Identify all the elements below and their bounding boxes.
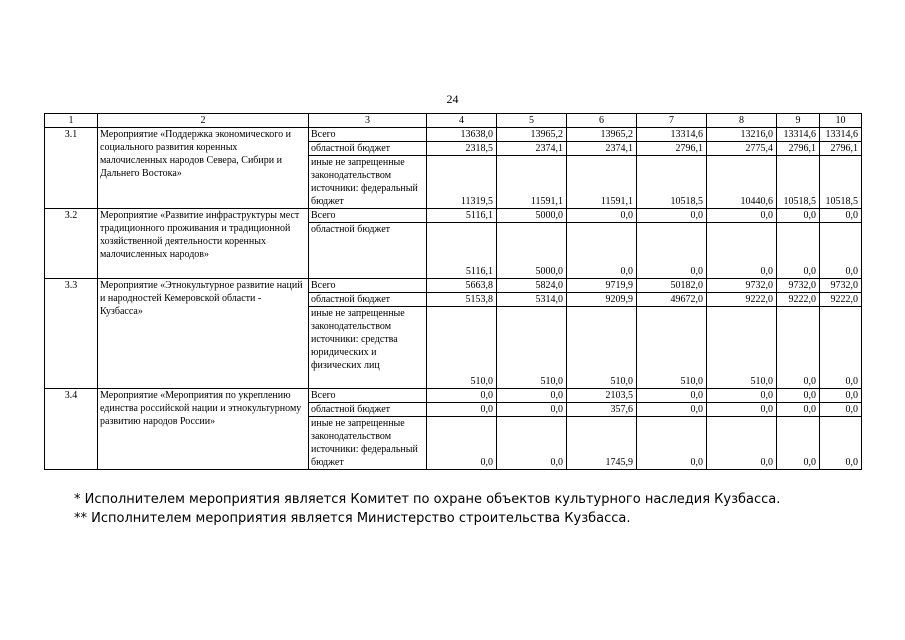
column-header: 10 (820, 114, 862, 128)
value-cell: 2318,5 (427, 142, 497, 156)
value-cell: 49672,0 (637, 293, 707, 307)
page-number: 24 (446, 92, 459, 106)
value-cell: 2796,1 (820, 142, 862, 156)
value-cell: 0,0 (707, 223, 777, 279)
column-header: 4 (427, 114, 497, 128)
funding-source: Всего (309, 389, 427, 403)
value-cell: 2374,1 (567, 142, 637, 156)
value-cell: 5663,8 (427, 279, 497, 293)
value-cell: 510,0 (567, 307, 637, 389)
value-cell: 0,0 (820, 389, 862, 403)
table-row (45, 128, 862, 142)
value-cell: 0,0 (820, 403, 862, 417)
value-cell: 5824,0 (497, 279, 567, 293)
value-cell: 2374,1 (497, 142, 567, 156)
value-cell: 2775,4 (707, 142, 777, 156)
table-row (45, 279, 862, 293)
item-title: Мероприятие «Поддержка экономического и социального развития коренных малочисленных народов Севера, Сибири и Дальнего Востока» (98, 128, 309, 209)
value-cell: 0,0 (820, 417, 862, 470)
value-cell: 0,0 (637, 417, 707, 470)
column-header: 7 (637, 114, 707, 128)
value-cell: 9222,0 (820, 293, 862, 307)
value-cell: 0,0 (427, 403, 497, 417)
funding-source: Всего (309, 279, 427, 293)
value-cell: 13314,6 (820, 128, 862, 142)
footnote: * Исполнителем мероприятия является Комитет по охране объектов культурного наследия Кузбасса. (74, 492, 781, 507)
value-cell: 0,0 (777, 389, 820, 403)
table-row (45, 389, 862, 403)
value-cell: 5116,1 (427, 223, 497, 279)
value-cell: 9209,9 (567, 293, 637, 307)
value-cell: 11591,1 (497, 156, 567, 209)
value-cell: 2796,1 (777, 142, 820, 156)
column-header: 9 (777, 114, 820, 128)
value-cell: 10518,5 (637, 156, 707, 209)
column-header: 1 (45, 114, 98, 128)
value-cell: 13965,2 (497, 128, 567, 142)
value-cell: 13638,0 (427, 128, 497, 142)
value-cell: 0,0 (497, 417, 567, 470)
funding-source: Всего (309, 209, 427, 223)
value-cell: 510,0 (637, 307, 707, 389)
value-cell: 0,0 (497, 389, 567, 403)
value-cell: 0,0 (707, 389, 777, 403)
value-cell: 0,0 (777, 403, 820, 417)
value-cell: 13314,6 (637, 128, 707, 142)
value-cell: 11591,1 (567, 156, 637, 209)
value-cell: 5116,1 (427, 209, 497, 223)
item-title: Мероприятие «Развитие инфраструктуры мест традиционного проживания и традиционной хозяйственной деятельности коренных малочисленных народов» (98, 209, 309, 279)
item-number: 3.2 (45, 209, 98, 279)
value-cell: 9719,9 (567, 279, 637, 293)
value-cell: 9732,0 (777, 279, 820, 293)
value-cell: 0,0 (707, 417, 777, 470)
value-cell: 0,0 (707, 403, 777, 417)
value-cell: 1745,9 (567, 417, 637, 470)
value-cell: 510,0 (427, 307, 497, 389)
funding-source: областной бюджет (309, 403, 427, 417)
funding-source: областной бюджет (309, 293, 427, 307)
value-cell: 510,0 (707, 307, 777, 389)
item-title: Мероприятие «Этнокультурное развитие наций и народностей Кемеровской области - Кузбасса» (98, 279, 309, 389)
column-header: 8 (707, 114, 777, 128)
value-cell: 0,0 (707, 209, 777, 223)
value-cell: 0,0 (820, 209, 862, 223)
value-cell: 2103,5 (567, 389, 637, 403)
value-cell: 13314,6 (777, 128, 820, 142)
column-header: 2 (98, 114, 309, 128)
value-cell: 5000,0 (497, 209, 567, 223)
value-cell: 0,0 (820, 307, 862, 389)
table-row (45, 209, 862, 223)
funding-source: Всего (309, 128, 427, 142)
value-cell: 11319,5 (427, 156, 497, 209)
value-cell: 0,0 (777, 223, 820, 279)
value-cell: 510,0 (497, 307, 567, 389)
funding-source: иные не запрещенные законодательством источники: федеральный бюджет (309, 156, 427, 209)
value-cell: 0,0 (497, 403, 567, 417)
value-cell: 0,0 (637, 209, 707, 223)
value-cell: 0,0 (637, 223, 707, 279)
value-cell: 357,6 (567, 403, 637, 417)
value-cell: 5314,0 (497, 293, 567, 307)
header-row (45, 114, 862, 128)
value-cell: 0,0 (777, 209, 820, 223)
column-header: 6 (567, 114, 637, 128)
value-cell: 10518,5 (820, 156, 862, 209)
footnotes (74, 490, 780, 528)
value-cell: 5153,8 (427, 293, 497, 307)
value-cell: 0,0 (637, 403, 707, 417)
funding-source: областной бюджет (309, 223, 427, 279)
value-cell: 0,0 (777, 417, 820, 470)
item-number: 3.4 (45, 389, 98, 470)
value-cell: 10440,6 (707, 156, 777, 209)
value-cell: 5000,0 (497, 223, 567, 279)
value-cell: 2796,1 (637, 142, 707, 156)
funding-source: областной бюджет (309, 142, 427, 156)
value-cell: 9732,0 (820, 279, 862, 293)
value-cell: 9222,0 (777, 293, 820, 307)
value-cell: 0,0 (637, 389, 707, 403)
value-cell: 0,0 (427, 389, 497, 403)
value-cell: 13216,0 (707, 128, 777, 142)
budget-table (44, 113, 862, 470)
value-cell: 13965,2 (567, 128, 637, 142)
funding-source: иные не запрещенные законодательством источники: средства юридических и физических лиц (309, 307, 427, 389)
value-cell: 10518,5 (777, 156, 820, 209)
footnote: ** Исполнителем мероприятия является Министерство строительства Кузбасса. (74, 511, 631, 526)
column-header: 3 (309, 114, 427, 128)
column-header: 5 (497, 114, 567, 128)
value-cell: 9222,0 (707, 293, 777, 307)
value-cell: 9732,0 (707, 279, 777, 293)
value-cell: 0,0 (427, 417, 497, 470)
value-cell: 0,0 (820, 223, 862, 279)
value-cell: 0,0 (777, 307, 820, 389)
value-cell: 0,0 (567, 209, 637, 223)
value-cell: 50182,0 (637, 279, 707, 293)
item-title: Мероприятие «Мероприятия по укреплению единства российской нации и этнокультурному развитию народов России» (98, 389, 309, 470)
item-number: 3.3 (45, 279, 98, 389)
value-cell: 0,0 (567, 223, 637, 279)
funding-source: иные не запрещенные законодательством источники: федеральный бюджет (309, 417, 427, 470)
item-number: 3.1 (45, 128, 98, 209)
